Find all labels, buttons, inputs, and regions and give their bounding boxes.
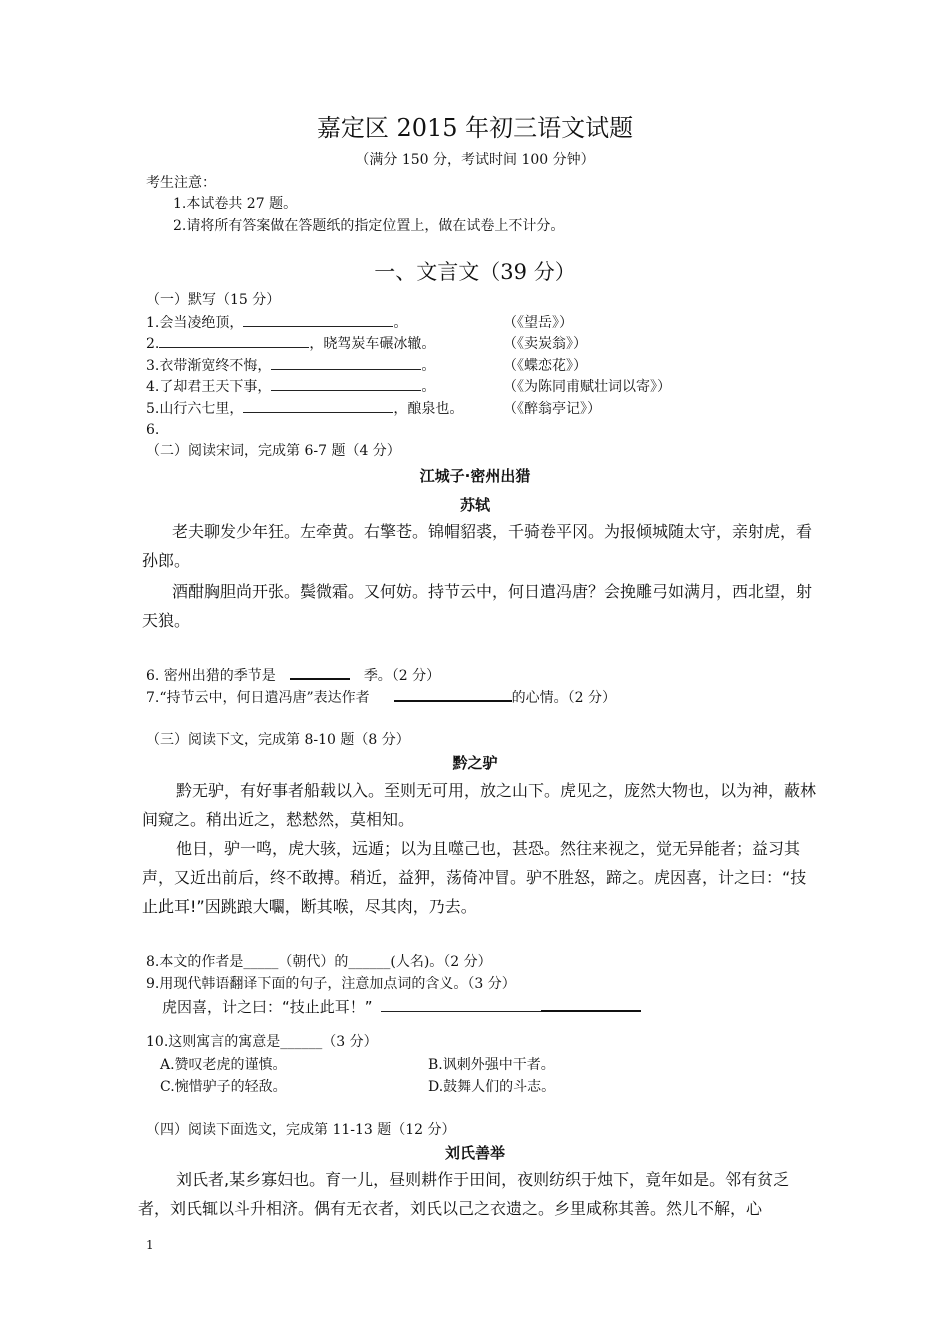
section-heading: 一、文言文（39 分）	[374, 260, 576, 284]
page-subtitle: （满分 150 分，考试时间 100 分钟）	[355, 152, 595, 168]
text-paragraph-liushi: 刘氏者,某乡寡妇也。育一儿，昼则耕作于田间，夜则纺织于烛下，竟年如是。邻有贫乏者，刘氏辄以斗升相济。偶有无衣者，刘氏以己之衣遗之。乡里咸称其善。然儿不解，心	[138, 1170, 790, 1218]
answer-blank[interactable]	[243, 312, 393, 327]
notice-item-1: 1.本试卷共 27 题。	[173, 196, 298, 212]
dictation-source-5: （《醉翁亭记》）	[503, 401, 601, 417]
answer-blank[interactable]	[243, 398, 393, 413]
notice-label: 考生注意：	[146, 175, 216, 191]
dictation-item-4	[146, 376, 435, 397]
item-text: 。	[393, 315, 408, 331]
dictation-item-3	[146, 355, 435, 376]
item-text: 2.	[146, 336, 160, 352]
question-text: 的心情。（2 分）	[511, 690, 617, 706]
answer-blank[interactable]	[271, 355, 421, 370]
answer-blank[interactable]	[290, 664, 350, 680]
text-title-qianzhilv: 黔之驴	[452, 754, 498, 772]
question-9-sentence-line	[162, 996, 641, 1019]
dictation-source-1: （《望岳》）	[503, 315, 573, 331]
item-text: 。	[421, 358, 436, 374]
answer-blank[interactable]	[541, 996, 641, 1012]
poem-paragraph-1: 老夫聊发少年狂。左牵黄。右擎苍。锦帽貂裘，千骑卷平冈。为报倾城随太守，亲射虎，看孙郎。	[142, 522, 813, 570]
part2-heading: （二）阅读宋词，完成第 6-7 题（4 分）	[146, 443, 401, 459]
option-a[interactable]: A.赞叹老虎的谨慎。	[160, 1057, 287, 1073]
item-text: 1.会当凌绝顶，	[146, 315, 244, 331]
option-d[interactable]: D.鼓舞人们的斗志。	[428, 1079, 556, 1095]
dictation-source-4: （《为陈同甫赋壮词以寄》）	[503, 379, 671, 395]
dictation-item-2	[146, 333, 435, 354]
dictation-source-2: （《卖炭翁》）	[503, 336, 587, 352]
q9-sentence: 虎因喜，计之曰：“技止此耳！”	[162, 998, 373, 1016]
question-8: 8.本文的作者是_____（朝代）的______(人名)。（2 分）	[146, 954, 492, 970]
option-c[interactable]: C.惋惜驴子的轻敌。	[160, 1079, 287, 1095]
dictation-item-5	[146, 398, 463, 419]
item-text: 3.衣带渐宽终不悔，	[146, 358, 272, 374]
poem-author: 苏轼	[459, 496, 490, 514]
dictation-item-6: 6.	[146, 422, 160, 438]
part1-heading: （一）默写（15 分）	[146, 292, 281, 308]
item-text: ，酿泉也。	[393, 401, 464, 417]
question-text: 季。（2 分）	[363, 668, 441, 684]
text-paragraph-1: 黔无驴，有好事者船载以入。至则无可用，放之山下。虎见之，庞然大物也，以为神，蔽林间窥之。稍出近之，慭慭然，莫相知。	[142, 781, 817, 829]
part3-heading: （三）阅读下文，完成第 8-10 题（8 分）	[146, 732, 410, 748]
answer-blank[interactable]	[394, 686, 512, 702]
question-text: 6. 密州出猎的季节是	[146, 668, 276, 684]
question-10: 10.这则寓言的寓意是______（3 分）	[146, 1034, 378, 1050]
answer-blank[interactable]	[271, 376, 421, 391]
dictation-item-1	[146, 312, 407, 333]
page-number: 1	[146, 1238, 154, 1252]
item-text: 4.了却君王天下事，	[146, 379, 272, 395]
item-text: 5.山行六七里，	[146, 401, 244, 417]
page-title: 嘉定区 2015 年初三语文试题	[316, 114, 634, 142]
dictation-source-3: （《蝶恋花》）	[503, 358, 587, 374]
item-text: 。	[421, 379, 436, 395]
question-text: 7.“持节云中，何日遣冯唐”表达作者	[146, 690, 370, 706]
part4-heading: （四）阅读下面选文，完成第 11-13 题（12 分）	[146, 1122, 456, 1138]
question-6	[146, 664, 440, 686]
notice-item-2: 2.请将所有答案做在答题纸的指定位置上，做在试卷上不计分。	[173, 218, 565, 234]
text-paragraph-2: 他日，驴一鸣，虎大骇，远遁；以为且噬己也，甚恐。然往来视之，觉无异能者；益习其声，又近出前后，终不敢搏。稍近，益狎，荡倚冲冒。驴不胜怒，蹄之。虎因喜，计之曰：“技止此耳!”因跳踉大㘚，断其喉，尽其肉，乃去。	[142, 839, 807, 916]
text-title-liushi: 刘氏善举	[444, 1144, 505, 1162]
answer-blank[interactable]	[159, 333, 309, 348]
item-text: ，晓驾炭车碾冰辙。	[309, 336, 436, 352]
option-b[interactable]: B.讽刺外强中干者。	[428, 1057, 555, 1073]
poem-title: 江城子·密州出猎	[419, 467, 531, 485]
question-7	[146, 686, 616, 708]
poem-paragraph-2: 酒酣胸胆尚开张。鬓微霜。又何妨。持节云中，何日遣冯唐？会挽雕弓如满月，西北望，射天狼。	[142, 582, 813, 630]
answer-blank[interactable]	[381, 997, 541, 1012]
question-9: 9.用现代韩语翻译下面的句子，注意加点词的含义。（3 分）	[146, 976, 516, 992]
